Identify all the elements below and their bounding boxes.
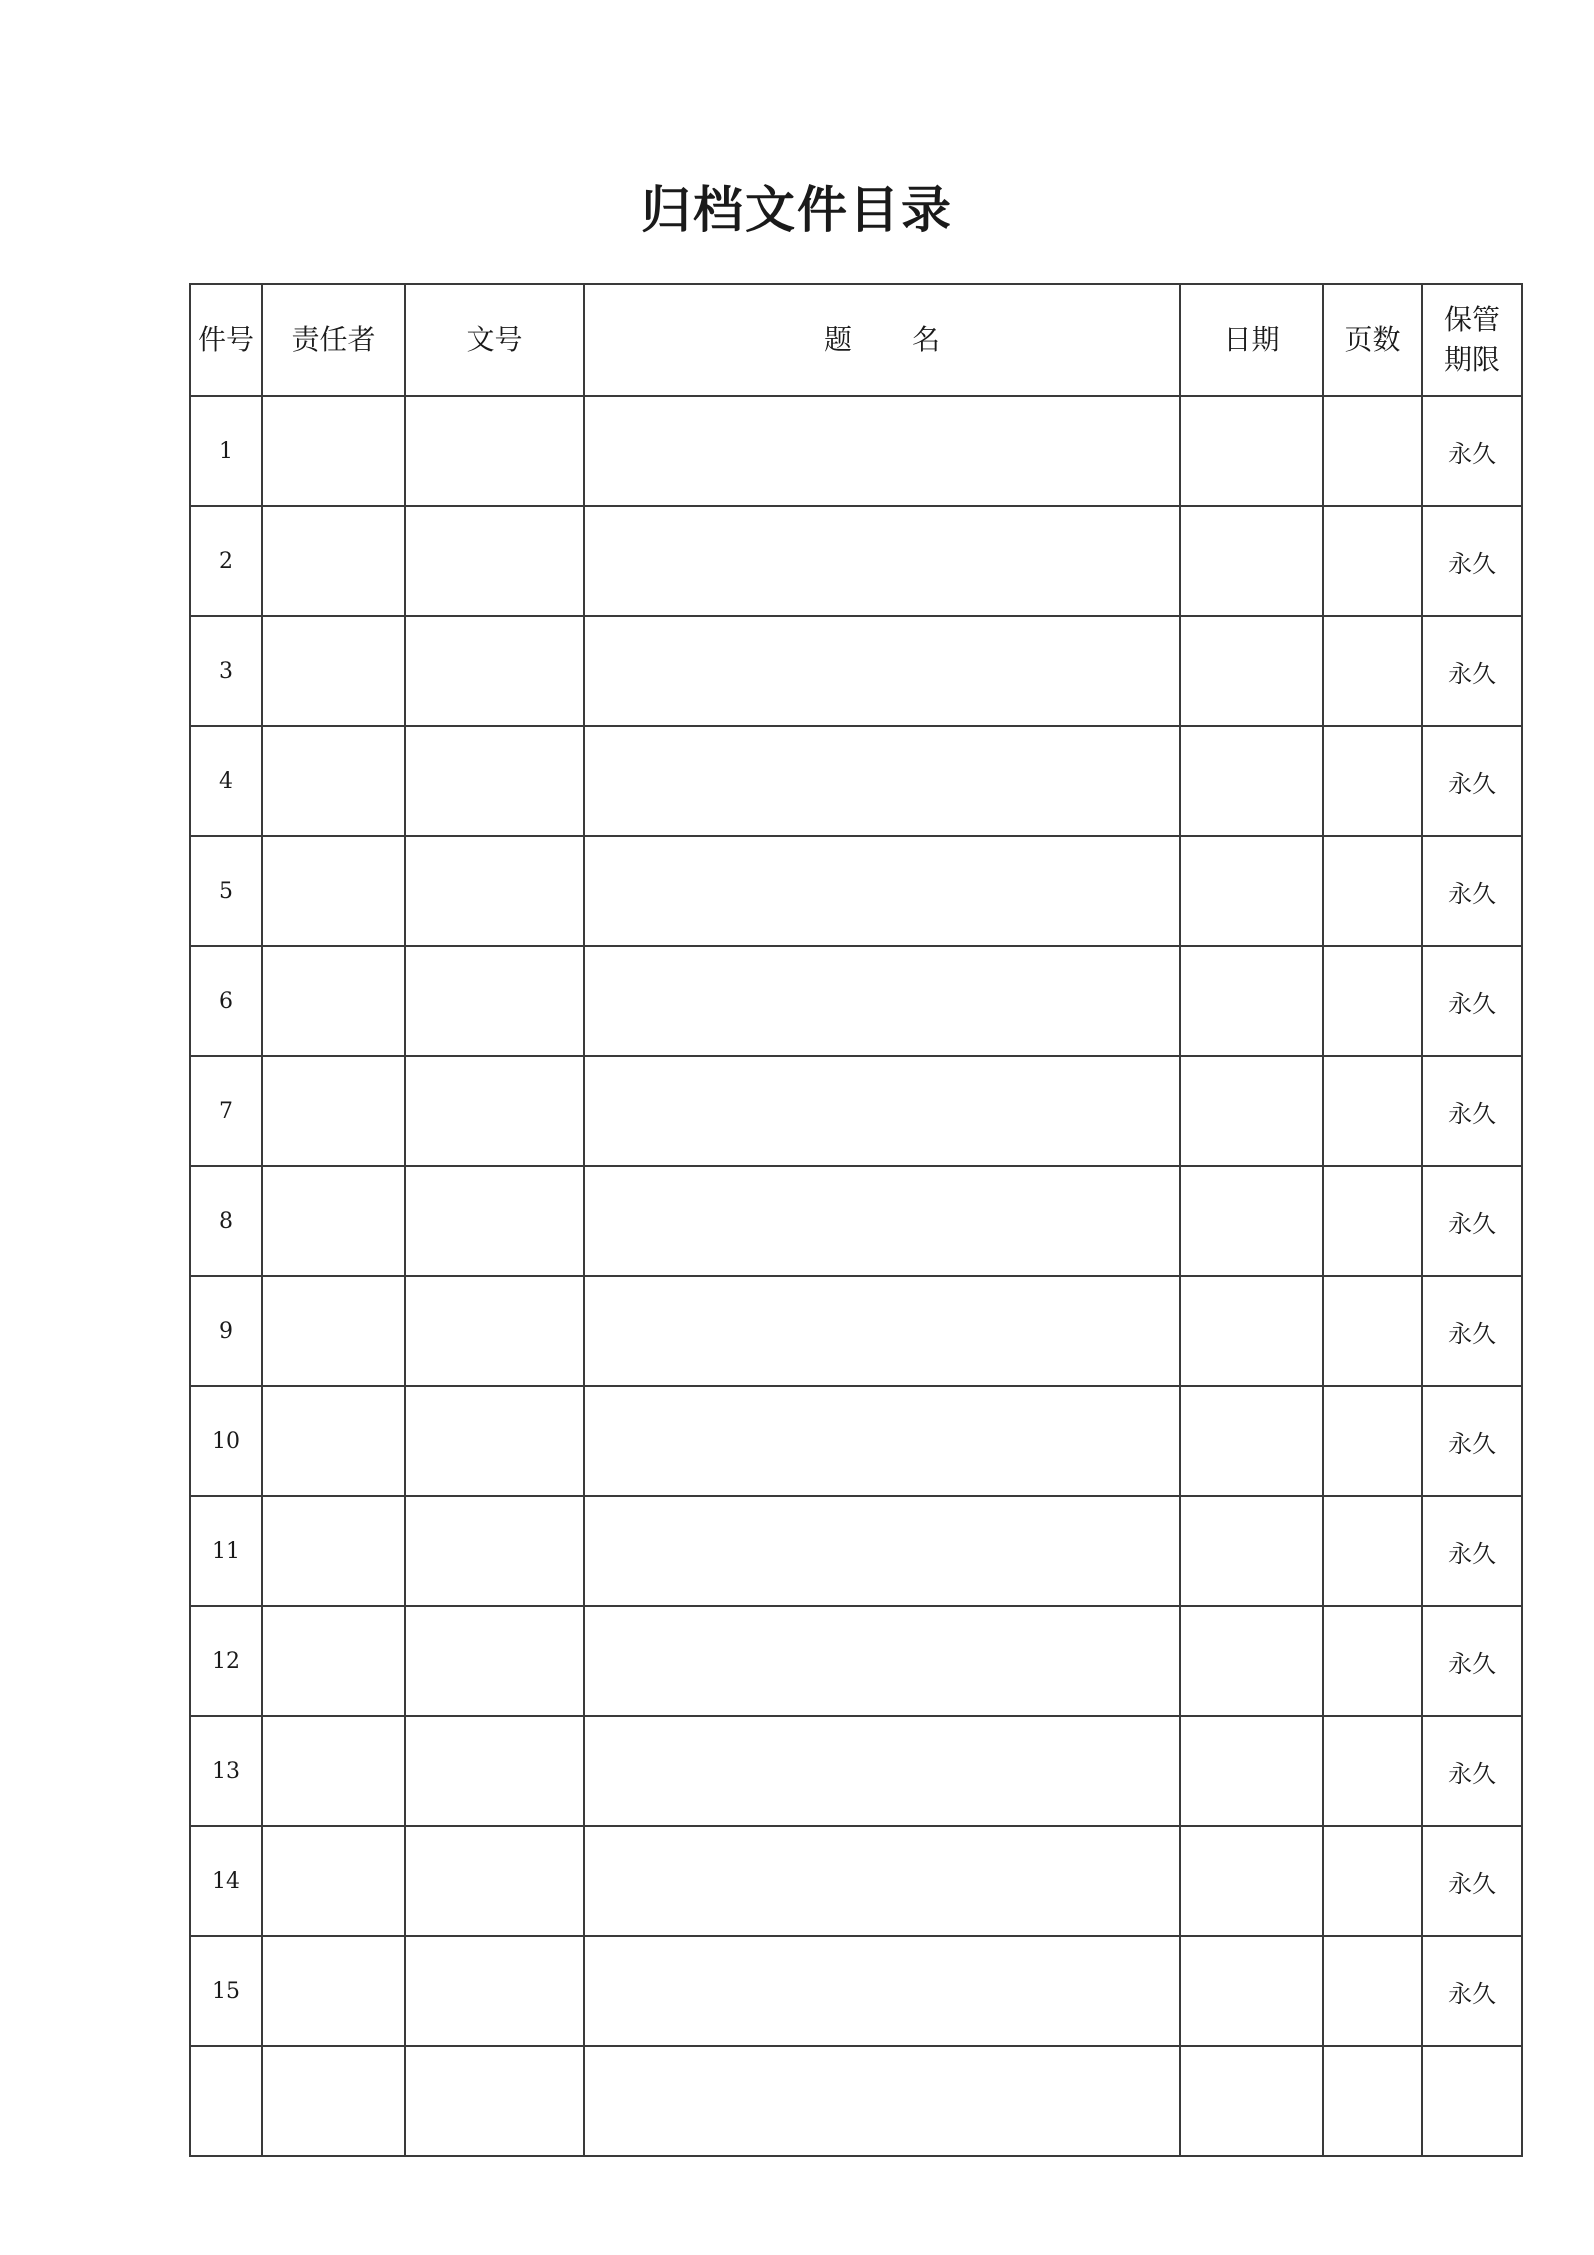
title-cell [584,1826,1180,1936]
title-cell [584,396,1180,506]
date-cell [1180,1386,1323,1496]
table-row [190,1716,1522,1826]
title-cell [584,1606,1180,1716]
doc-no-cell [405,946,584,1056]
retention-cell: 永久 [1422,836,1522,946]
title-cell [584,1496,1180,1606]
date-cell [1180,396,1323,506]
pages-cell [1323,396,1422,506]
title-cell [584,1386,1180,1496]
doc-no-cell [405,1936,584,2046]
pages-cell [1323,1606,1422,1716]
num-cell [190,2046,262,2156]
retention-cell: 永久 [1422,1936,1522,2046]
date-cell [1180,946,1323,1056]
document-title: 归档文件目录 [641,181,953,239]
responsible-cell [262,836,405,946]
pages-cell [1323,1056,1422,1166]
title-cell [584,1056,1180,1166]
pages-cell [1323,616,1422,726]
responsible-cell [262,1496,405,1606]
date-cell [1180,506,1323,616]
responsible-cell [262,1716,405,1826]
responsible-cell [262,946,405,1056]
num-cell: 13 [190,1716,262,1826]
retention-cell: 永久 [1422,1386,1522,1496]
doc-no-cell [405,396,584,506]
doc-no-cell [405,836,584,946]
doc-no-cell [405,616,584,726]
retention-cell [1422,2046,1522,2156]
header-row [190,284,1522,396]
pages-cell [1323,946,1422,1056]
date-cell [1180,1166,1323,1276]
title-cell [584,506,1180,616]
retention-cell: 永久 [1422,1166,1522,1276]
archive-catalog-table [189,283,1523,2157]
table-row [190,836,1522,946]
num-cell: 3 [190,616,262,726]
table-row [190,1166,1522,1276]
title-cell [584,1716,1180,1826]
doc-no-cell [405,1606,584,1716]
table-row [190,1276,1522,1386]
table-row [190,1056,1522,1166]
retention-cell: 永久 [1422,396,1522,506]
retention-cell: 永久 [1422,1716,1522,1826]
pages-cell [1323,1386,1422,1496]
title-cell [584,616,1180,726]
num-cell: 2 [190,506,262,616]
date-cell [1180,1496,1323,1606]
header-responsible: 责任者 [262,284,405,396]
pages-cell [1323,726,1422,836]
retention-cell: 永久 [1422,726,1522,836]
responsible-cell [262,726,405,836]
responsible-cell [262,1056,405,1166]
doc-no-cell [405,726,584,836]
date-cell [1180,726,1323,836]
doc-no-cell [405,506,584,616]
doc-no-cell [405,1056,584,1166]
table-row [190,946,1522,1056]
table-row [190,506,1522,616]
num-cell: 4 [190,726,262,836]
header-doc-no: 文号 [405,284,584,396]
date-cell [1180,2046,1323,2156]
pages-cell [1323,1276,1422,1386]
date-cell [1180,1826,1323,1936]
header-pages: 页数 [1323,284,1422,396]
num-cell: 6 [190,946,262,1056]
pages-cell [1323,836,1422,946]
table-row [190,726,1522,836]
header-item-no: 件号 [190,284,262,396]
doc-no-cell [405,1716,584,1826]
table-row [190,1496,1522,1606]
responsible-cell [262,616,405,726]
date-cell [1180,616,1323,726]
title-cell [584,946,1180,1056]
pages-cell [1323,1936,1422,2046]
date-cell [1180,1276,1323,1386]
num-cell: 9 [190,1276,262,1386]
num-cell: 1 [190,396,262,506]
header-title: 题名 [584,284,1180,396]
header-retention-line1: 保管 [1443,303,1500,336]
table-row [190,1936,1522,2046]
table-row [190,1386,1522,1496]
table-row [190,616,1522,726]
num-cell: 8 [190,1166,262,1276]
num-cell: 12 [190,1606,262,1716]
responsible-cell [262,1826,405,1936]
doc-no-cell [405,1386,584,1496]
pages-cell [1323,2046,1422,2156]
pages-cell [1323,506,1422,616]
date-cell [1180,1056,1323,1166]
doc-no-cell [405,1496,584,1606]
date-cell [1180,1606,1323,1716]
responsible-cell [262,1606,405,1716]
title-cell [584,1166,1180,1276]
responsible-cell [262,1936,405,2046]
responsible-cell [262,2046,405,2156]
header-retention [1422,284,1522,396]
doc-no-cell [405,1826,584,1936]
pages-cell [1323,1496,1422,1606]
date-cell [1180,1936,1323,2046]
num-cell: 7 [190,1056,262,1166]
table-row [190,1826,1522,1936]
retention-cell: 永久 [1422,1056,1522,1166]
title-cell [584,836,1180,946]
num-cell: 11 [190,1496,262,1606]
title-cell [584,2046,1180,2156]
num-cell: 15 [190,1936,262,2046]
retention-cell: 永久 [1422,1606,1522,1716]
num-cell: 10 [190,1386,262,1496]
doc-no-cell [405,1166,584,1276]
responsible-cell [262,1386,405,1496]
pages-cell [1323,1166,1422,1276]
header-date: 日期 [1180,284,1323,396]
retention-cell: 永久 [1422,1276,1522,1386]
table-row [190,2046,1522,2156]
responsible-cell [262,396,405,506]
title-cell [584,1936,1180,2046]
table-row [190,396,1522,506]
num-cell: 14 [190,1826,262,1936]
pages-cell [1323,1826,1422,1936]
retention-cell: 永久 [1422,616,1522,726]
date-cell [1180,836,1323,946]
retention-cell: 永久 [1422,1496,1522,1606]
title-cell [584,1276,1180,1386]
table-row [190,1606,1522,1716]
responsible-cell [262,1166,405,1276]
retention-cell: 永久 [1422,946,1522,1056]
responsible-cell [262,506,405,616]
title-cell [584,726,1180,836]
num-cell: 5 [190,836,262,946]
doc-no-cell [405,1276,584,1386]
retention-cell: 永久 [1422,1826,1522,1936]
header-retention-line2: 期限 [1443,343,1500,376]
pages-cell [1323,1716,1422,1826]
date-cell [1180,1716,1323,1826]
responsible-cell [262,1276,405,1386]
doc-no-cell [405,2046,584,2156]
retention-cell: 永久 [1422,506,1522,616]
